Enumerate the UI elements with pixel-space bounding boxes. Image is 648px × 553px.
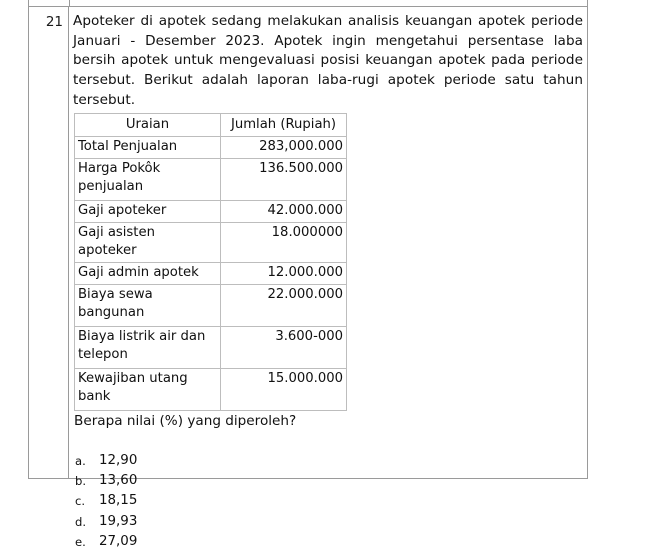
option-value: 19,93: [99, 513, 138, 529]
table-cell-amount: 15.000.000: [221, 368, 347, 410]
stem-line: Berikut adalah laporan laba-rugi apotek periode satu tahun tersebut.: [73, 72, 583, 108]
answer-option[interactable]: [75, 471, 583, 491]
table-cell-label: Biaya sewa bangunan: [75, 284, 221, 326]
table-cell-amount: 18.000000: [221, 222, 347, 262]
option-key: a.: [75, 453, 86, 468]
table-row: [75, 222, 347, 262]
table-cell-label: Gaji admin apotek: [75, 262, 221, 284]
table-cell-amount: 22.000.000: [221, 284, 347, 326]
table-cell-label: Total Penjualan: [75, 136, 221, 158]
stem-line: apotek untuk mengevaluasi posisi keuangan apotek pada periode tersebut.: [73, 52, 583, 89]
finance-table-wrapper: [73, 113, 583, 411]
stem-line: Apoteker di apotek sedang melakukan analisis keuangan apotek periode: [73, 13, 583, 29]
table-row: [75, 368, 347, 410]
question-row: [28, 7, 588, 550]
column-header-uraian: Uraian: [75, 113, 221, 136]
table-cell-label: Harga Pokôk penjualan: [75, 158, 221, 200]
answer-option[interactable]: [75, 532, 583, 552]
table-cell-label: Kewajiban utang bank: [75, 368, 221, 410]
table-row: [75, 326, 347, 368]
answer-option[interactable]: [75, 451, 583, 471]
stem-line: Januari - Desember 2023. Apotek ingin mengetahui persentase laba bersih: [73, 32, 583, 69]
table-row: [75, 200, 347, 222]
question-prompt: Berapa nilai (%) yang diperoleh?: [74, 412, 297, 429]
table-cell-amount: 136.500.000: [221, 158, 347, 200]
option-key: c.: [75, 494, 86, 509]
answer-option[interactable]: [75, 491, 583, 511]
table-header-row: [75, 113, 347, 136]
previous-row-divider: [69, 0, 70, 6]
answer-option[interactable]: [75, 512, 583, 532]
table-cell-amount: 12.000.000: [221, 262, 347, 284]
table-cell-amount: 42.000.000: [221, 200, 347, 222]
table-cell-label: Gaji apoteker: [75, 200, 221, 222]
option-value: 12,90: [99, 452, 138, 468]
previous-row-sliver: [28, 0, 588, 7]
table-row: [75, 136, 347, 158]
table-cell-amount: 3.600-000: [221, 326, 347, 368]
table-row: [75, 284, 347, 326]
answer-options: [73, 451, 583, 553]
table-cell-amount: 283,000.000: [221, 136, 347, 158]
column-header-jumlah: Jumlah (Rupiah): [221, 113, 347, 136]
finance-table: [74, 113, 347, 411]
option-value: 27,09: [99, 534, 138, 550]
blank-spacer: [73, 431, 583, 451]
question-body: [69, 7, 587, 550]
finance-table-body: [75, 136, 347, 410]
option-key: e.: [75, 535, 86, 550]
table-row: [75, 158, 347, 200]
option-value: 18,15: [99, 493, 138, 509]
question-number: 21: [29, 7, 69, 478]
table-cell-label: Biaya listrik air dan telepon: [75, 326, 221, 368]
question-stem: [73, 12, 583, 111]
option-value: 13,60: [99, 472, 138, 488]
table-cell-label: Gaji asisten apoteker: [75, 222, 221, 262]
option-key: b.: [75, 473, 87, 488]
option-key: d.: [75, 514, 87, 529]
table-row: [75, 262, 347, 284]
